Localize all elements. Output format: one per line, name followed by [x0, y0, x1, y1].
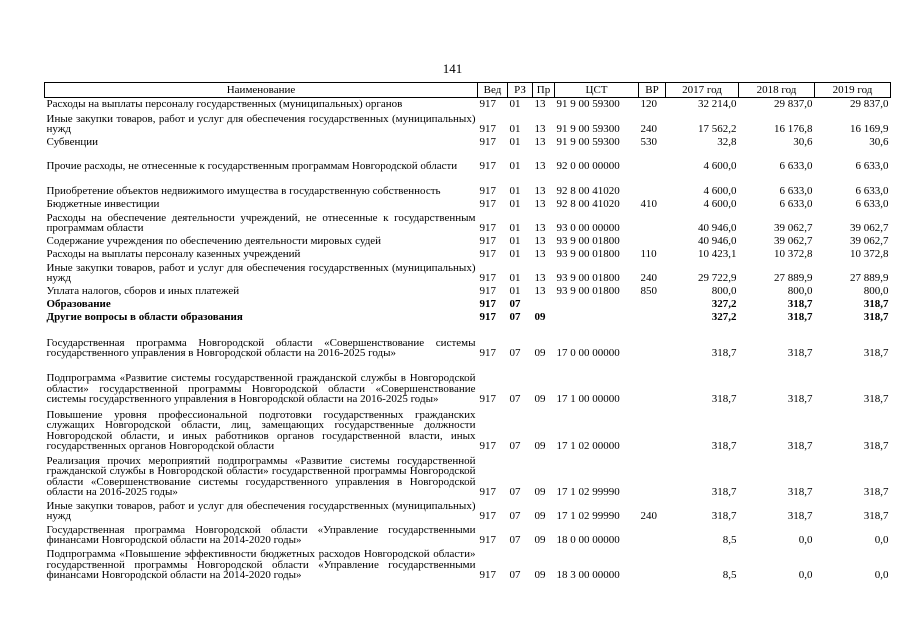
- cell-cst: 93 9 00 01800: [556, 248, 620, 260]
- cell-cst: [555, 297, 639, 310]
- cell-2018: 318,7: [787, 311, 813, 323]
- cell-rz: 07: [509, 534, 521, 546]
- table-row: [45, 310, 891, 323]
- cell-2019: 29 837,0: [850, 98, 889, 110]
- cell-pr: 09: [534, 569, 546, 581]
- cell-ved: 917: [479, 347, 496, 359]
- cell-2018: 29 837,0: [774, 98, 813, 110]
- cell-ved: 917: [479, 136, 496, 148]
- table-row: [45, 284, 891, 297]
- cell-pr: 13: [534, 185, 546, 197]
- cell-2018: 6 633,0: [779, 160, 813, 172]
- cell-name: Реализация прочих мероприятий подпрограммы «Развитие системы государственной гражданской службы в Новгородской области» государственной программы Новгородской области «Совершенствование системы государственного управления в Новгородской области на 2016-2025 годы»: [46, 454, 476, 498]
- cell-rz: 07: [509, 440, 521, 452]
- cell-2019: 39 062,7: [850, 235, 889, 247]
- cell-2019: 318,7: [863, 440, 889, 452]
- cell-name: Государственная программа Новгородской области «Совершенствование системы государственного управления в Новгородской области на 2016-2025 годы»: [46, 336, 476, 359]
- cell-ved: 917: [479, 285, 496, 297]
- cell-cst: 91 9 00 59300: [556, 136, 620, 148]
- cell-name: Иные закупки товаров, работ и услуг для обеспечения государственных (муниципальных) нужд: [46, 112, 476, 135]
- cell-name: Подпрограмма «Развитие системы государственной гражданской службы в Новгородской области» государственной программы Новгородской области «Совершенствование системы государственного управления в Новгородской области на 2016-2025 годы»: [46, 372, 476, 405]
- cell-2017: 32,8: [717, 136, 737, 148]
- cell-2018: 6 633,0: [779, 198, 813, 210]
- table-header-row: [45, 83, 891, 98]
- cell-2017: 4 600,0: [703, 160, 737, 172]
- cell-pr: 09: [534, 510, 546, 522]
- cell-rz: 01: [509, 235, 521, 247]
- cell-pr: 13: [534, 272, 546, 284]
- cell-2019: 318,7: [863, 393, 889, 405]
- cell-2019: 318,7: [863, 486, 889, 498]
- cell-name: Субвенции: [46, 136, 99, 148]
- col-header-cst: ЦСТ: [555, 83, 639, 98]
- cell-ved: 917: [479, 248, 496, 260]
- cell-2018: 0,0: [798, 569, 813, 581]
- col-header-rz: РЗ: [508, 83, 533, 98]
- cell-ved: 917: [479, 510, 496, 522]
- cell-name: Иные закупки товаров, работ и услуг для обеспечения государственных (муниципальных) нужд: [46, 261, 476, 284]
- cell-rz: 01: [509, 272, 521, 284]
- table-row: [45, 210, 891, 234]
- cell-2019: 6 633,0: [855, 198, 889, 210]
- cell-2017: 318,7: [711, 486, 737, 498]
- cell-pr: 13: [534, 222, 546, 234]
- cell-rz: 07: [509, 347, 521, 359]
- cell-2017: 318,7: [711, 347, 737, 359]
- cell-ved: 917: [479, 198, 496, 210]
- cell-vr: 120: [640, 98, 657, 110]
- cell-2019: 6 633,0: [855, 160, 889, 172]
- page-number: 141: [442, 61, 463, 76]
- col-header-pr: Пр: [533, 83, 555, 98]
- cell-pr: 09: [534, 440, 546, 452]
- budget-table: [44, 82, 891, 581]
- cell-2019: 0,0: [874, 569, 889, 581]
- cell-name: Другие вопросы в области образования: [46, 311, 243, 323]
- cell-ved: 917: [479, 160, 496, 172]
- cell-name: Расходы на обеспечение деятельности учреждений, не отнесенные к государственным программам области: [46, 211, 476, 234]
- cell-rz: 01: [509, 160, 521, 172]
- col-header-2017: 2017 год: [666, 83, 739, 98]
- cell-ved: 917: [479, 569, 496, 581]
- cell-vr: [639, 310, 666, 323]
- cell-2017: 318,7: [711, 510, 737, 522]
- cell-2017: 327,2: [711, 298, 737, 310]
- cell-vr: [639, 234, 666, 247]
- cell-ved: 917: [479, 440, 496, 452]
- cell-vr: [639, 210, 666, 234]
- cell-2018: 318,7: [787, 298, 813, 310]
- cell-vr: 240: [640, 510, 657, 522]
- cell-vr: [639, 452, 666, 498]
- table-row: [45, 359, 891, 405]
- cell-vr: 530: [640, 136, 657, 148]
- cell-cst: 91 9 00 59300: [556, 98, 620, 110]
- cell-2017: 318,7: [711, 393, 737, 405]
- table-row: [45, 260, 891, 284]
- cell-cst: 91 9 00 59300: [556, 123, 620, 135]
- cell-name: Расходы на выплаты персоналу государственных (муниципальных) органов: [46, 98, 403, 110]
- cell-pr: 09: [534, 486, 546, 498]
- cell-vr: 240: [640, 123, 657, 135]
- table-row: [45, 234, 891, 247]
- cell-pr: [533, 297, 555, 310]
- cell-2019: 10 372,8: [850, 248, 889, 260]
- cell-name: Иные закупки товаров, работ и услуг для обеспечения государственных (муниципальных) нужд: [46, 499, 476, 522]
- cell-ved: 917: [479, 123, 496, 135]
- table-row: [45, 405, 891, 452]
- table-row: [45, 98, 891, 110]
- cell-vr: [639, 148, 666, 172]
- cell-cst: 17 1 02 00000: [556, 440, 620, 452]
- cell-2017: 10 423,1: [698, 248, 737, 260]
- table-row: [45, 172, 891, 197]
- col-header-vr: ВР: [639, 83, 666, 98]
- cell-vr: [639, 522, 666, 546]
- cell-vr: 850: [640, 285, 657, 297]
- cell-ved: 917: [479, 298, 496, 310]
- cell-pr: 09: [534, 534, 546, 546]
- cell-2018: 39 062,7: [774, 222, 813, 234]
- cell-vr: 410: [640, 198, 657, 210]
- cell-ved: 917: [479, 235, 496, 247]
- table-row: [45, 498, 891, 522]
- cell-2019: 800,0: [863, 285, 889, 297]
- cell-2017: 40 946,0: [698, 235, 737, 247]
- cell-ved: 917: [479, 393, 496, 405]
- table-row: [45, 247, 891, 260]
- table-row: [45, 452, 891, 498]
- cell-2017: 8,5: [722, 534, 737, 546]
- cell-rz: 07: [509, 298, 521, 310]
- cell-2018: 318,7: [787, 510, 813, 522]
- cell-cst: [555, 310, 639, 323]
- cell-2018: 318,7: [787, 393, 813, 405]
- cell-2017: 318,7: [711, 440, 737, 452]
- cell-cst: 93 0 00 00000: [556, 222, 620, 234]
- cell-rz: 01: [509, 185, 521, 197]
- cell-name: Бюджетные инвестиции: [46, 198, 160, 210]
- cell-cst: 18 0 00 00000: [556, 534, 620, 546]
- cell-rz: 01: [509, 248, 521, 260]
- cell-ved: 917: [479, 222, 496, 234]
- cell-2017: 327,2: [711, 311, 737, 323]
- cell-rz: 01: [509, 198, 521, 210]
- cell-pr: 13: [534, 160, 546, 172]
- cell-pr: 09: [534, 347, 546, 359]
- cell-pr: 13: [534, 98, 546, 110]
- cell-vr: [639, 172, 666, 197]
- cell-cst: 18 3 00 00000: [556, 569, 620, 581]
- cell-2017: 32 214,0: [698, 98, 737, 110]
- cell-rz: 07: [509, 569, 521, 581]
- cell-ved: 917: [479, 98, 496, 110]
- cell-2019: 318,7: [863, 311, 889, 323]
- col-header-name: Наименование: [45, 83, 478, 98]
- cell-cst: 92 0 00 00000: [556, 160, 620, 172]
- cell-rz: 07: [509, 311, 521, 323]
- cell-cst: 93 9 00 01800: [556, 272, 620, 284]
- cell-2017: 29 722,9: [698, 272, 737, 284]
- cell-2018: 800,0: [787, 285, 813, 297]
- cell-vr: 110: [640, 248, 657, 260]
- cell-pr: 13: [534, 198, 546, 210]
- cell-2017: 17 562,2: [698, 123, 737, 135]
- cell-rz: 01: [509, 123, 521, 135]
- table-row: [45, 148, 891, 172]
- cell-2019: 318,7: [863, 347, 889, 359]
- cell-vr: [639, 323, 666, 359]
- cell-name: Уплата налогов, сборов и иных платежей: [46, 285, 240, 297]
- table-body: [45, 98, 891, 581]
- cell-2018: 318,7: [787, 347, 813, 359]
- cell-rz: 07: [509, 510, 521, 522]
- cell-2017: 40 946,0: [698, 222, 737, 234]
- cell-2019: 318,7: [863, 510, 889, 522]
- cell-cst: 17 1 02 99990: [556, 486, 620, 498]
- cell-2019: 30,6: [869, 136, 889, 148]
- cell-2019: 39 062,7: [850, 222, 889, 234]
- cell-2019: 0,0: [874, 534, 889, 546]
- col-header-2019: 2019 год: [815, 83, 891, 98]
- cell-cst: 93 9 00 01800: [556, 285, 620, 297]
- cell-pr: 09: [534, 311, 546, 323]
- cell-vr: [639, 405, 666, 452]
- cell-2018: 30,6: [793, 136, 813, 148]
- table-row: [45, 323, 891, 359]
- cell-2018: 318,7: [787, 486, 813, 498]
- cell-ved: 917: [479, 311, 496, 323]
- cell-vr: [639, 297, 666, 310]
- cell-name: Образование: [46, 298, 111, 310]
- cell-2019: 318,7: [863, 298, 889, 310]
- cell-rz: 01: [509, 98, 521, 110]
- cell-2018: 318,7: [787, 440, 813, 452]
- col-header-2018: 2018 год: [739, 83, 815, 98]
- cell-vr: 240: [640, 272, 657, 284]
- cell-name: Прочие расходы, не отнесенные к государственным программам Новгородской области: [46, 160, 458, 172]
- cell-2019: 16 169,9: [850, 123, 889, 135]
- cell-ved: 917: [479, 486, 496, 498]
- cell-2018: 39 062,7: [774, 235, 813, 247]
- table-row: [45, 546, 891, 581]
- cell-2018: 27 889,9: [774, 272, 813, 284]
- cell-name: Приобретение объектов недвижимого имущества в государственную собственность: [46, 185, 441, 197]
- cell-rz: 01: [509, 285, 521, 297]
- cell-name: Государственная программа Новгородской области «Управление государственными финансами Новгородской области на 2014-2020 годы»: [46, 523, 476, 546]
- cell-2018: 0,0: [798, 534, 813, 546]
- cell-pr: 13: [534, 123, 546, 135]
- cell-pr: 13: [534, 248, 546, 260]
- cell-name: Расходы на выплаты персоналу казенных учреждений: [46, 248, 301, 260]
- cell-2018: 10 372,8: [774, 248, 813, 260]
- table-row: [45, 135, 891, 148]
- cell-cst: 17 1 00 00000: [556, 393, 620, 405]
- cell-cst: 92 8 00 41020: [556, 198, 620, 210]
- cell-name: Содержание учреждения по обеспечению деятельности мировых судей: [46, 235, 382, 247]
- cell-vr: [639, 359, 666, 405]
- cell-2017: 4 600,0: [703, 185, 737, 197]
- table-row: [45, 522, 891, 546]
- cell-2018: 6 633,0: [779, 185, 813, 197]
- cell-ved: 917: [479, 534, 496, 546]
- cell-name: Повышение уровня профессиональной подготовки государственных гражданских служащих Новгородской области, лиц, замещающих государственные должности Новгородской области, и иных работников органов государственной власти, иных государственных органов Новгородской области: [46, 408, 476, 452]
- cell-pr: 13: [534, 235, 546, 247]
- cell-2017: 4 600,0: [703, 198, 737, 210]
- cell-pr: 09: [534, 393, 546, 405]
- cell-cst: 17 1 02 99990: [556, 510, 620, 522]
- cell-pr: 13: [534, 136, 546, 148]
- cell-ved: 917: [479, 272, 496, 284]
- cell-2019: 27 889,9: [850, 272, 889, 284]
- cell-2017: 800,0: [711, 285, 737, 297]
- cell-rz: 07: [509, 486, 521, 498]
- cell-2017: 8,5: [722, 569, 737, 581]
- cell-name: Подпрограмма «Повышение эффективности бюджетных расходов Новгородской области» государственной программы Новгородской области «Управление государственными финансами Новгородской области на 2014-2020 годы»: [46, 548, 476, 581]
- cell-ved: 917: [479, 185, 496, 197]
- col-header-ved: Вед: [478, 83, 508, 98]
- cell-cst: 93 9 00 01800: [556, 235, 620, 247]
- cell-cst: 92 8 00 41020: [556, 185, 620, 197]
- cell-2018: 16 176,8: [774, 123, 813, 135]
- table-row: [45, 297, 891, 310]
- cell-rz: 07: [509, 393, 521, 405]
- cell-2019: 6 633,0: [855, 185, 889, 197]
- cell-cst: 17 0 00 00000: [556, 347, 620, 359]
- cell-rz: 01: [509, 136, 521, 148]
- table-row: [45, 197, 891, 210]
- cell-pr: 13: [534, 285, 546, 297]
- cell-rz: 01: [509, 222, 521, 234]
- table-row: [45, 110, 891, 135]
- cell-vr: [639, 546, 666, 581]
